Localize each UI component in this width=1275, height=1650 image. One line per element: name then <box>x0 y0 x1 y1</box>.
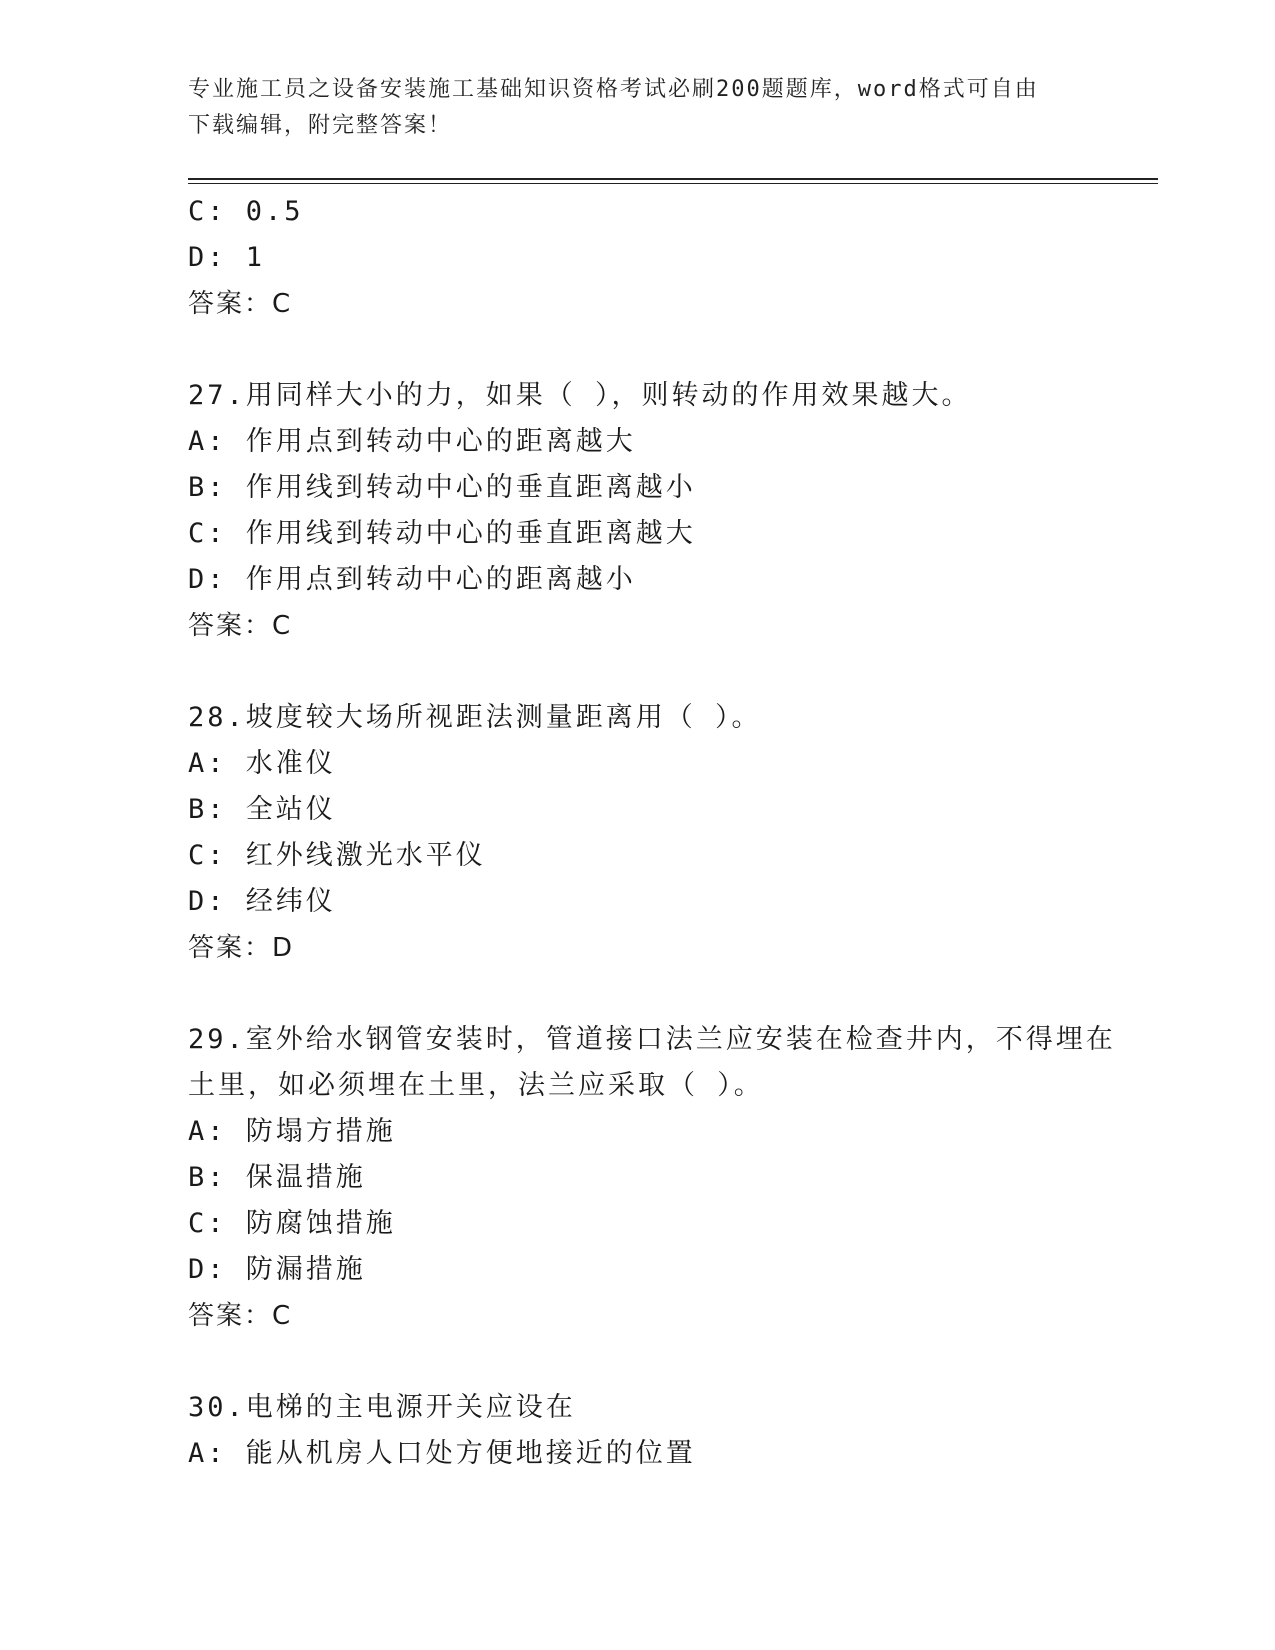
question-content <box>188 189 1148 1477</box>
option-d: D: 经纬仪 <box>188 886 336 917</box>
option-d: D: 作用点到转动中心的距离越小 <box>188 564 636 595</box>
option-c: C: 防腐蚀措施 <box>188 1208 396 1239</box>
option-b: B: 作用线到转动中心的垂直距离越小 <box>188 472 696 503</box>
option-c: C: 0.5 <box>188 196 304 227</box>
option-b: B: 保温措施 <box>188 1162 366 1193</box>
header-line-1: 专业施工员之设备安装施工基础知识资格考试必刷200题题库，word格式可自由 <box>188 77 1039 102</box>
option-a: A: 能从机房人口处方便地接近的位置 <box>188 1438 696 1469</box>
document-header <box>188 72 1088 144</box>
option-a: A: 作用点到转动中心的距离越大 <box>188 426 636 457</box>
header-divider-thick <box>188 178 1158 180</box>
option-b: B: 全站仪 <box>188 794 336 825</box>
answer: 答案：C <box>188 1301 293 1331</box>
option-a: A: 防塌方措施 <box>188 1116 396 1147</box>
spacer <box>188 971 1148 1017</box>
spacer <box>188 649 1148 695</box>
header-divider-thin <box>188 183 1158 184</box>
option-c: C: 作用线到转动中心的垂直距离越大 <box>188 518 696 549</box>
question-stem: 30.电梯的主电源开关应设在 <box>188 1392 576 1423</box>
option-d: D: 防漏措施 <box>188 1254 366 1285</box>
question-stem-line-2: 土里，如必须埋在土里，法兰应采取（ ）。 <box>188 1070 764 1101</box>
option-d: D: 1 <box>188 242 266 273</box>
spacer <box>188 1339 1148 1385</box>
question-stem: 28.坡度较大场所视距法测量距离用（ ）。 <box>188 702 762 733</box>
answer: 答案：C <box>188 611 293 641</box>
question-stem: 27.用同样大小的力，如果（ ），则转动的作用效果越大。 <box>188 380 972 411</box>
header-line-2: 下载编辑，附完整答案！ <box>188 113 453 138</box>
question-stem-line-1: 29.室外给水钢管安装时，管道接口法兰应安装在检查井内，不得埋在 <box>188 1024 1116 1055</box>
option-c: C: 红外线激光水平仪 <box>188 840 486 871</box>
answer: 答案：C <box>188 289 293 319</box>
answer: 答案：D <box>188 933 295 963</box>
option-a: A: 水准仪 <box>188 748 336 779</box>
spacer <box>188 327 1148 373</box>
